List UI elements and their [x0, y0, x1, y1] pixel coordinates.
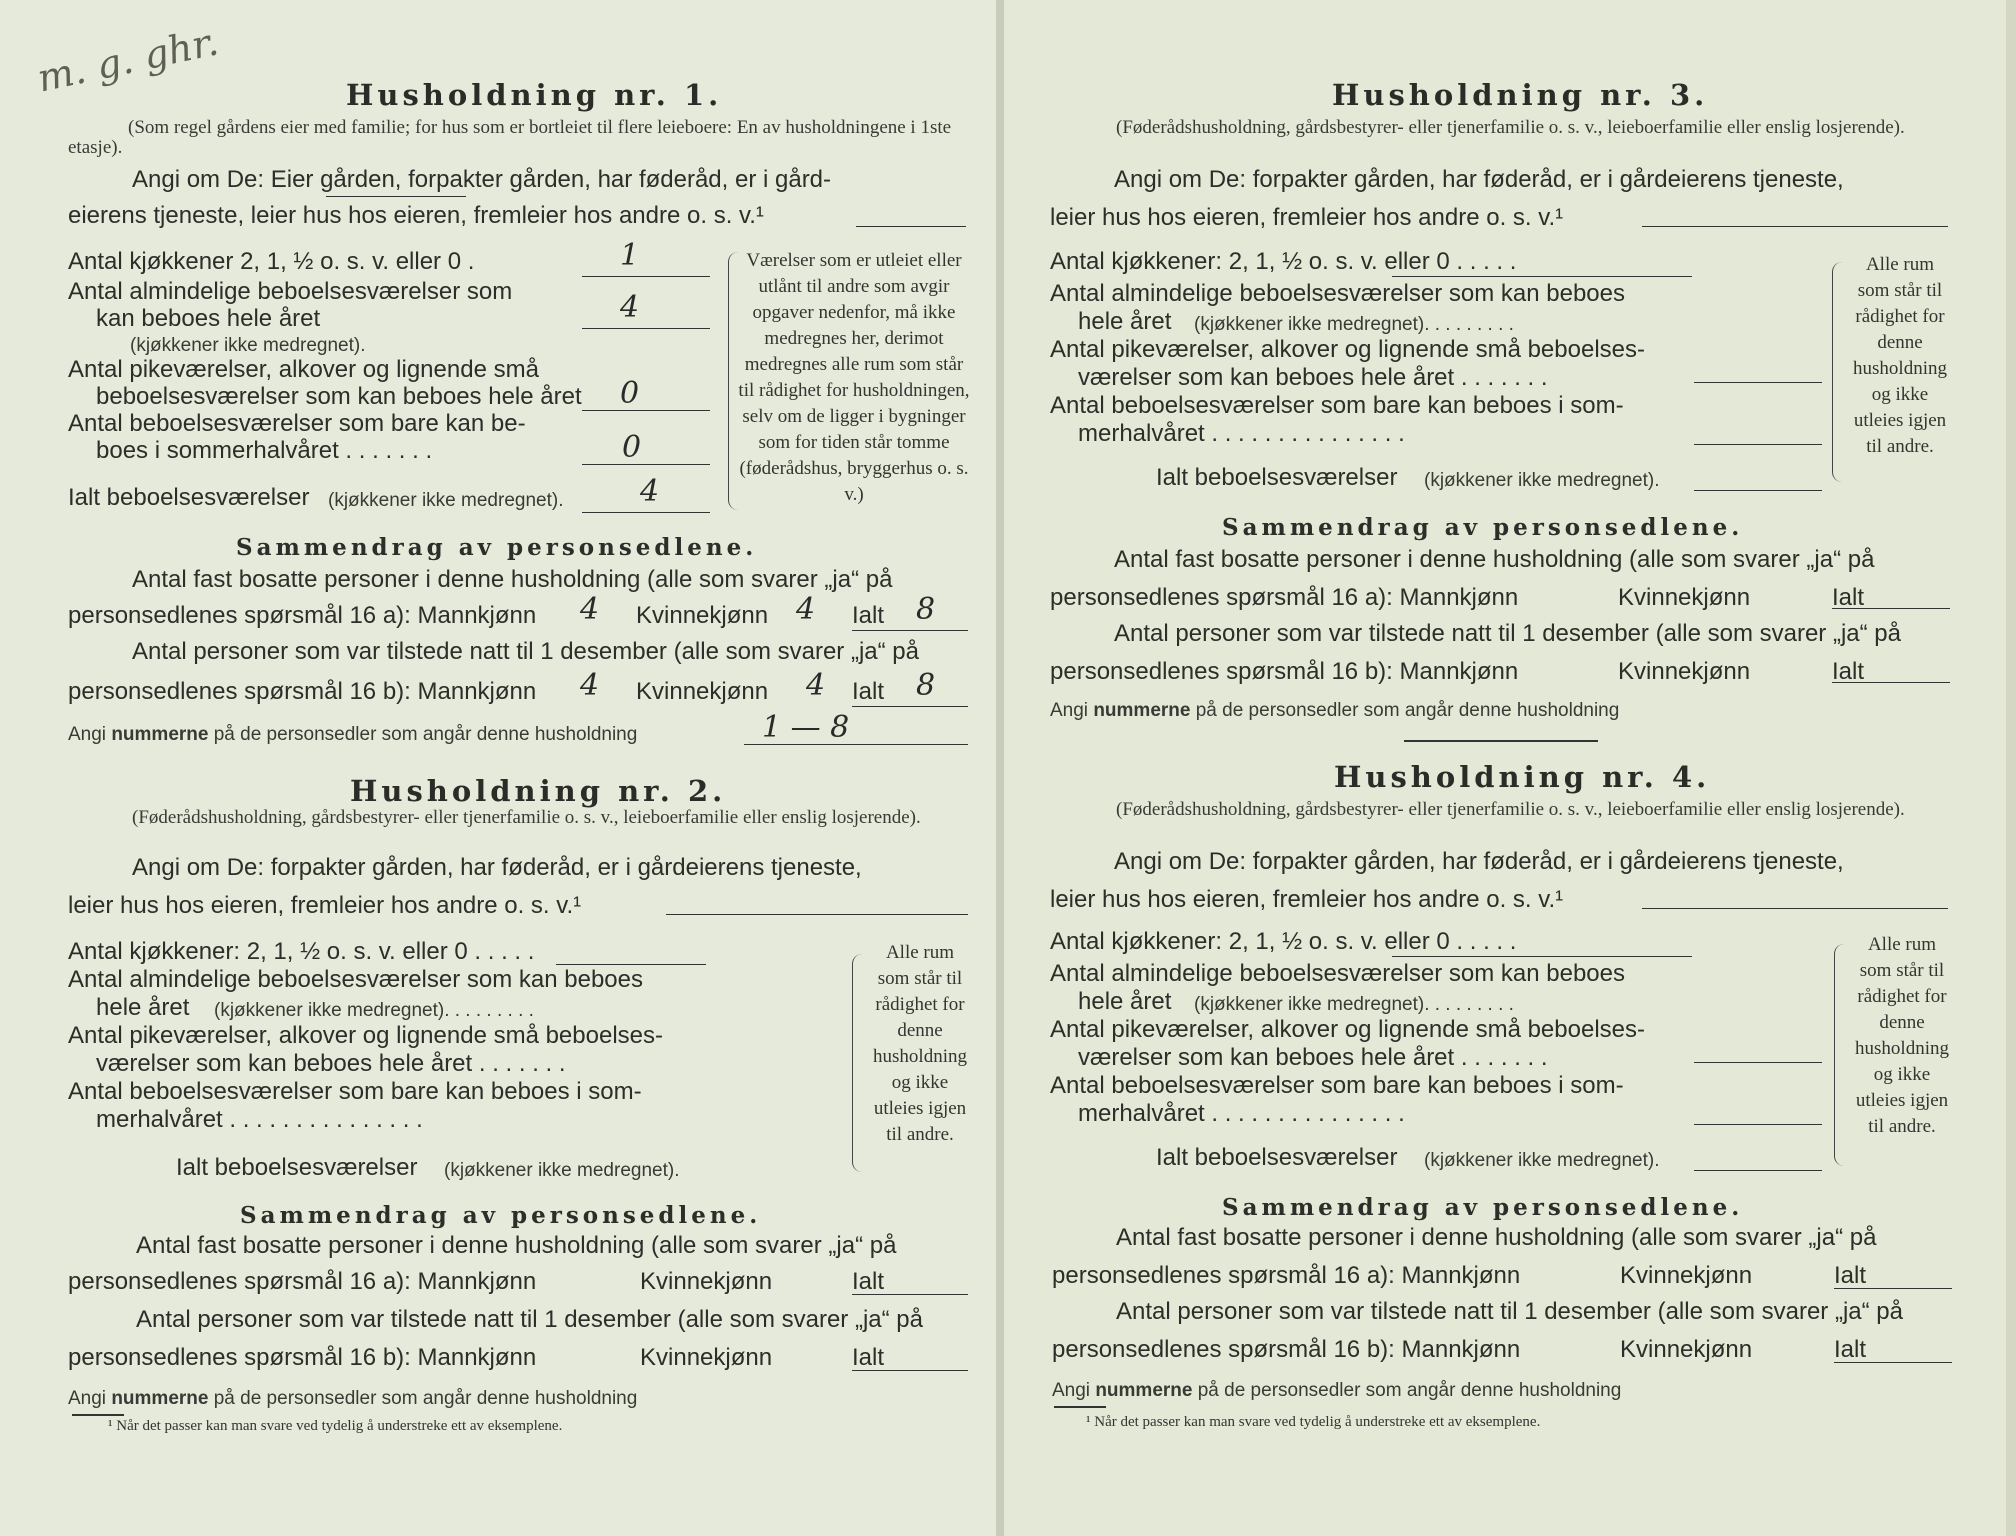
household-2-sommer-label: Antal beboelsesværelser som bare kan beboes i som-: [68, 1078, 642, 1105]
household-1-a-kv: 4: [796, 592, 816, 627]
household-1-a-ialt: 8: [916, 592, 936, 627]
household-2-s1: Antal fast bosatte personer i denne husholdning (alle som svarer „ja“ på: [136, 1232, 897, 1259]
household-1-num-pre: Angi: [68, 724, 107, 745]
household-1-num-value: 1 — 8: [762, 710, 850, 745]
household-2-ialt-label: Ialt beboelsesværelser: [176, 1154, 418, 1181]
household-4-kitchen-line: [1392, 956, 1692, 957]
household-3-b-ialt-line: [1832, 682, 1950, 683]
household-1-b-ialt-line: [852, 706, 968, 707]
household-2-sommer-label2: merhalvåret . . . . . . . . . . . . . . .: [96, 1106, 423, 1133]
household-2-num-pre: Angi: [68, 1388, 107, 1409]
household-1-b-mann: 4: [580, 668, 600, 703]
household-4-brace: [1834, 944, 1847, 1166]
household-1-num-post: på de personsedler som angår denne husholdning: [213, 724, 638, 745]
household-4-b-kv-label: Kvinnekjønn: [1620, 1336, 1753, 1363]
household-1-kitchen-value: 1: [620, 238, 640, 273]
household-1-b-ialt-label: Ialt: [852, 678, 885, 705]
household-2-num-bold: nummerne: [111, 1388, 209, 1409]
household-4-angi-fill: [1642, 908, 1948, 909]
household-4-kitchen-label: Antal kjøkkener: 2, 1, ½ o. s. v. eller 0 . . . . .: [1050, 928, 1517, 955]
household-1-b-kv-label: Kvinnekjønn: [636, 678, 769, 705]
household-4-angi-line2: leier hus hos eieren, fremleier hos andre o. s. v.¹: [1050, 886, 1564, 913]
household-2-b-ialt-line: [852, 1370, 968, 1371]
corner-handwritten-note: m. g. ghr.: [33, 19, 223, 101]
household-2-s2: personsedlenes spørsmål 16 a): Mannkjønn: [68, 1268, 537, 1295]
household-2-brace: [852, 954, 865, 1172]
household-4-sommer-label: Antal beboelsesværelser som bare kan beboes i som-: [1050, 1072, 1624, 1099]
household-1-alm-line: [582, 328, 710, 329]
household-4-ialt-line: [1694, 1170, 1822, 1171]
household-4-alm-sub: (kjøkkener ikke medregnet). . . . . . . . .: [1194, 994, 1514, 1015]
household-2-s3: Antal personer som var tilstede natt til 1 desember (alle som svarer „ja“ på: [136, 1306, 923, 1333]
household-1-a-kv-label: Kvinnekjønn: [636, 602, 769, 629]
household-3-a-ialt-line: [1832, 608, 1950, 609]
household-1-kitchen-line: [582, 276, 710, 277]
household-4-num-pre: Angi: [1052, 1380, 1091, 1401]
household-1-alm-label2: kan beboes hele året: [96, 305, 321, 332]
household-3-sommer-label2: merhalvåret . . . . . . . . . . . . . . .: [1078, 420, 1405, 447]
household-3-num-post: på de personsedler som angår denne husholdning: [1195, 700, 1620, 721]
household-3-num-bold: nummerne: [1093, 700, 1191, 721]
household-3-ialt-label: Ialt beboelsesværelser: [1156, 464, 1398, 491]
household-4-num-bold: nummerne: [1095, 1380, 1193, 1401]
household-3-note: (Føderådshusholdning, gårdsbestyrer- eller tjenerfamilie o. s. v., leieboerfamilie eller enslig losjerende).: [1116, 117, 1905, 138]
household-1-pike-label2: beboelsesværelser som kan beboes hele året: [96, 383, 582, 410]
household-4-ialt-sub: (kjøkkener ikke medregnet).: [1424, 1150, 1660, 1171]
household-4-a-ialt-line: [1834, 1288, 1952, 1289]
household-3-angi-line1: Angi om De: forpakter gården, har føderåd, er i gårdeierens tjeneste,: [1114, 166, 1844, 193]
household-1-kitchen-label: Antal kjøkkener 2, 1, ½ o. s. v. eller 0 .: [68, 248, 475, 275]
household-1-sommer-value: 0: [622, 430, 642, 465]
household-2-b-ialt-label: Ialt: [852, 1344, 885, 1371]
household-1-sommer-label2: boes i sommerhalvåret . . . . . . .: [96, 437, 433, 464]
household-1-angi-line1: Angi om De: Eier gården, forpakter gården, har føderåd, er i gård-: [132, 166, 832, 193]
household-3-summary-title: Sammendrag av personsedlene.: [1222, 514, 1744, 541]
household-4-s4: personsedlenes spørsmål 16 b): Mannkjønn: [1052, 1336, 1521, 1363]
household-4-s2: personsedlenes spørsmål 16 a): Mannkjønn: [1052, 1262, 1521, 1289]
household-2-angi-line1: Angi om De: forpakter gården, har føderåd, er i gårdeierens tjeneste,: [132, 854, 862, 881]
household-3-num-pre: Angi: [1050, 700, 1089, 721]
household-2-pike-label: Antal pikeværelser, alkover og lignende små beboelses-: [68, 1022, 663, 1049]
household-3-sommer-label: Antal beboelsesværelser som bare kan beboes i som-: [1050, 392, 1624, 419]
household-1-angi-fill: [856, 226, 966, 227]
household-3-angi-fill: [1642, 226, 1948, 227]
household-3-kitchen-label: Antal kjøkkener: 2, 1, ½ o. s. v. eller 0 . . . . .: [1050, 248, 1517, 275]
household-4-side-note: Alle rum som står til rådighet for denne husholdning og ikke utleies igjen til andre.: [1855, 934, 1949, 1137]
household-2-summary-title: Sammendrag av personsedlene.: [240, 1202, 762, 1229]
household-3-a-ialt-label: Ialt: [1832, 584, 1865, 611]
household-2-a-kv-label: Kvinnekjønn: [640, 1268, 773, 1295]
household-3-angi-line2: leier hus hos eieren, fremleier hos andre o. s. v.¹: [1050, 204, 1564, 231]
household-4-s1: Antal fast bosatte personer i denne husholdning (alle som svarer „ja“ på: [1116, 1224, 1877, 1251]
household-4-b-ialt-label: Ialt: [1834, 1336, 1867, 1363]
household-1-sommer-label: Antal beboelsesværelser som bare kan be-: [68, 410, 526, 437]
household-3-alm-label2: hele året: [1078, 308, 1172, 335]
household-1-num-line: [68, 724, 637, 746]
household-1-pike-label: Antal pikeværelser, alkover og lignende små: [68, 356, 539, 383]
household-2-angi-fill: [666, 914, 968, 915]
page-fold: [996, 0, 1004, 1536]
household-2-alm-sub: (kjøkkener ikke medregnet). . . . . . . . .: [214, 1000, 534, 1021]
household-3-separator: [1404, 740, 1598, 742]
household-4-num-post: på de personsedler som angår denne husholdning: [1197, 1380, 1622, 1401]
household-3-num-line: [1050, 700, 1619, 722]
household-3-ialt-line: [1694, 490, 1822, 491]
household-3-sommer-line: [1694, 444, 1822, 445]
household-3-s1: Antal fast bosatte personer i denne husholdning (alle som svarer „ja“ på: [1114, 546, 1875, 573]
household-3-alm-label: Antal almindelige beboelsesværelser som kan beboes: [1050, 280, 1625, 307]
household-2-b-kv-label: Kvinnekjønn: [640, 1344, 773, 1371]
household-1-s4: personsedlenes spørsmål 16 b): Mannkjønn: [68, 678, 537, 705]
household-1-b-kv: 4: [806, 668, 826, 703]
household-2-title: Husholdning nr. 2.: [350, 774, 727, 808]
household-1-ialt-line: [582, 512, 710, 513]
household-3-s4: personsedlenes spørsmål 16 b): Mannkjønn: [1050, 658, 1519, 685]
household-1-ialt-sub: (kjøkkener ikke medregnet).: [328, 490, 564, 511]
household-1-title: Husholdning nr. 1.: [346, 78, 723, 112]
household-2-s4: personsedlenes spørsmål 16 b): Mannkjønn: [68, 1344, 537, 1371]
household-4-summary-title: Sammendrag av personsedlene.: [1222, 1194, 1744, 1221]
household-2-a-ialt-line: [852, 1294, 968, 1295]
household-3-side-note: Alle rum som står til rådighet for denne husholdning og ikke utleies igjen til andre.: [1853, 254, 1947, 457]
household-4-pike-label2: værelser som kan beboes hele året . . . . . . .: [1078, 1044, 1548, 1071]
household-3-pike-line: [1694, 382, 1822, 383]
household-4-s3: Antal personer som var tilstede natt til 1 desember (alle som svarer „ja“ på: [1116, 1298, 1903, 1325]
household-1-alm-label: Antal almindelige beboelsesværelser som: [68, 278, 513, 305]
household-4-foot-rule: [1054, 1406, 1106, 1408]
household-1-alm-value: 4: [620, 290, 640, 325]
household-4-alm-label: Antal almindelige beboelsesværelser som kan beboes: [1050, 960, 1625, 987]
household-4-b-ialt-line: [1834, 1362, 1952, 1363]
household-1-alm-sub: (kjøkkener ikke medregnet).: [130, 335, 366, 356]
household-2-pike-label2: værelser som kan beboes hele året . . . . . . .: [96, 1050, 566, 1077]
household-1-a-mann: 4: [580, 592, 600, 627]
household-1-ialt-value: 4: [640, 474, 660, 509]
household-3-b-kv-label: Kvinnekjønn: [1618, 658, 1751, 685]
household-1-a-ialt-line: [852, 630, 968, 631]
page-edge: [2006, 0, 2016, 1536]
household-4-note: (Føderådshusholdning, gårdsbestyrer- eller tjenerfamilie o. s. v., leieboerfamilie eller enslig losjerende).: [1116, 799, 1905, 820]
household-1-b-ialt: 8: [916, 668, 936, 703]
household-1-note: (Som regel gårdens eier med familie; for hus som er bortleiet til flere leieboere: En av husholdningene i 1ste etasje).: [68, 117, 952, 158]
household-1-s1: Antal fast bosatte personer i denne husholdning (alle som svarer „ja“ på: [132, 566, 893, 593]
household-2-note: (Føderådshusholdning, gårdsbestyrer- eller tjenerfamilie o. s. v., leieboerfamilie eller enslig losjerende).: [132, 807, 921, 828]
household-1-sommer-line: [582, 464, 710, 465]
household-4-ialt-label: Ialt beboelsesværelser: [1156, 1144, 1398, 1171]
household-1-eier-underline: [326, 196, 466, 197]
household-2-kitchen-line: [556, 964, 706, 965]
household-2-angi-line2: leier hus hos eieren, fremleier hos andre o. s. v.¹: [68, 892, 582, 919]
household-2-num-post: på de personsedler som angår denne husholdning: [213, 1388, 638, 1409]
household-2-foot-rule: [72, 1414, 124, 1416]
household-3-s2: personsedlenes spørsmål 16 a): Mannkjønn: [1050, 584, 1519, 611]
household-3-ialt-sub: (kjøkkener ikke medregnet).: [1424, 470, 1660, 491]
household-2-alm-label2: hele året: [96, 994, 190, 1021]
household-2-a-ialt-label: Ialt: [852, 1268, 885, 1295]
household-1-num-line-fill: [744, 744, 968, 745]
household-4-sommer-label2: merhalvåret . . . . . . . . . . . . . . .: [1078, 1100, 1405, 1127]
household-4-a-ialt-label: Ialt: [1834, 1262, 1867, 1289]
household-3-title: Husholdning nr. 3.: [1332, 78, 1709, 112]
household-4-alm-label2: hele året: [1078, 988, 1172, 1015]
household-1-s2: personsedlenes spørsmål 16 a): Mannkjønn: [68, 602, 537, 629]
household-2-side-note: Alle rum som står til rådighet for denne husholdning og ikke utleies igjen til andre.: [873, 942, 967, 1145]
household-4-pike-label: Antal pikeværelser, alkover og lignende små beboelses-: [1050, 1016, 1645, 1043]
household-1-s3: Antal personer som var tilstede natt til 1 desember (alle som svarer „ja“ på: [132, 638, 919, 665]
household-3-pike-label2: værelser som kan beboes hele året . . . . . . .: [1078, 364, 1548, 391]
household-4-title: Husholdning nr. 4.: [1334, 760, 1711, 794]
household-3-brace: [1832, 262, 1845, 482]
household-3-pike-label: Antal pikeværelser, alkover og lignende små beboelses-: [1050, 336, 1645, 363]
household-1-ialt-label: Ialt beboelsesværelser: [68, 484, 310, 511]
household-4-sommer-line: [1694, 1124, 1822, 1125]
household-1-a-ialt-label: Ialt: [852, 602, 885, 629]
household-2-alm-label: Antal almindelige beboelsesværelser som kan beboes: [68, 966, 643, 993]
household-2-footnote: ¹ Når det passer kan man svare ved tydelig å understreke ett av eksemplene.: [108, 1418, 563, 1434]
household-3-s3: Antal personer som var tilstede natt til 1 desember (alle som svarer „ja“ på: [1114, 620, 1901, 647]
household-4-angi-line1: Angi om De: forpakter gården, har føderåd, er i gårdeierens tjeneste,: [1114, 848, 1844, 875]
household-3-b-ialt-label: Ialt: [1832, 658, 1865, 685]
household-1-summary-title: Sammendrag av personsedlene.: [236, 534, 758, 561]
household-3-a-kv-label: Kvinnekjønn: [1618, 584, 1751, 611]
household-3-alm-sub: (kjøkkener ikke medregnet). . . . . . . . .: [1194, 314, 1514, 335]
household-4-pike-line: [1694, 1062, 1822, 1063]
household-4-a-kv-label: Kvinnekjønn: [1620, 1262, 1753, 1289]
household-2-ialt-sub: (kjøkkener ikke medregnet).: [444, 1160, 680, 1181]
household-1-num-bold: nummerne: [111, 724, 209, 745]
household-4-footnote: ¹ Når det passer kan man svare ved tydelig å understreke ett av eksemplene.: [1086, 1414, 1541, 1430]
household-1-angi-line2: eierens tjeneste, leier hus hos eieren, fremleier hos andre o. s. v.¹: [68, 202, 764, 229]
household-1-side-note: Værelser som er utleiet eller utlånt til andre som avgir opgaver nedenfor, må ikke medregnes her, derimot medregnes alle rum som står til rådighet for husholdningen, selv om de ligger i bygninger som for tiden står tomme (føderådshus, bryggerhus o. s. v.): [738, 250, 970, 505]
household-1-pike-value: 0: [620, 376, 640, 411]
household-2-num-line: [68, 1388, 637, 1410]
household-4-num-line: [1052, 1380, 1621, 1402]
household-2-kitchen-label: Antal kjøkkener: 2, 1, ½ o. s. v. eller 0 . . . . .: [68, 938, 535, 965]
household-1-pike-line: [582, 410, 710, 411]
household-3-kitchen-line: [1392, 276, 1692, 277]
